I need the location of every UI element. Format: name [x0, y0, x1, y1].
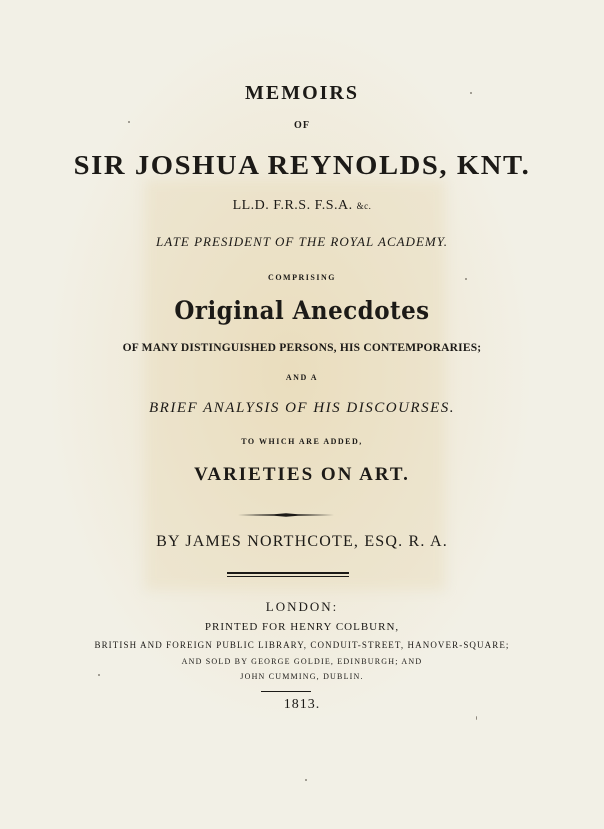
- imprint-dublin: JOHN CUMMING, DUBLIN.: [240, 672, 364, 681]
- title-many-persons: OF MANY DISTINGUISHED PERSONS, HIS CONTEMPORARIES;: [122, 342, 482, 354]
- paper-speck: [128, 121, 130, 123]
- imprint-library: BRITISH AND FOREIGN PUBLIC LIBRARY, CONDUIT-STREET, HANOVER-SQUARE;: [94, 640, 510, 650]
- paper-speck: [476, 716, 477, 720]
- title-brief-analysis: BRIEF ANALYSIS OF HIS DISCOURSES.: [149, 400, 455, 416]
- paper-speck: [465, 278, 467, 280]
- ornamental-rule: [238, 513, 334, 517]
- double-rule: [227, 572, 349, 577]
- title-of: OF: [294, 120, 310, 131]
- short-rule: [261, 691, 311, 692]
- imprint-city: LONDON:: [265, 599, 339, 614]
- degrees-text: LL.D. F.R.S. F.S.A.: [232, 198, 353, 213]
- title-comprising: COMPRISING: [268, 273, 336, 282]
- title-and-a: AND A: [285, 373, 319, 382]
- title-varieties: VARIETIES ON ART.: [194, 464, 410, 485]
- title-late-president: LATE PRESIDENT OF THE ROYAL ACADEMY.: [156, 234, 448, 249]
- imprint-year: 1813.: [283, 697, 321, 712]
- title-author: BY JAMES NORTHCOTE, ESQ. R. A.: [156, 533, 448, 550]
- paper-speck: [470, 92, 472, 94]
- title-original-anecdotes: Original Anecdotes: [174, 296, 430, 325]
- title-degrees: [0, 198, 604, 214]
- title-subject-name: SIR JOSHUA REYNOLDS, KNT.: [73, 150, 531, 180]
- imprint-sold-by: AND SOLD BY GEORGE GOLDIE, EDINBURGH; AND: [181, 657, 423, 666]
- title-to-which: TO WHICH ARE ADDED,: [241, 437, 363, 446]
- imprint-printed-for: PRINTED FOR HENRY COLBURN,: [204, 621, 400, 633]
- paper-speck: [305, 779, 307, 781]
- degrees-etc: &c.: [356, 201, 372, 211]
- title-memoirs: MEMOIRS: [245, 82, 359, 104]
- paper-speck: [98, 674, 100, 676]
